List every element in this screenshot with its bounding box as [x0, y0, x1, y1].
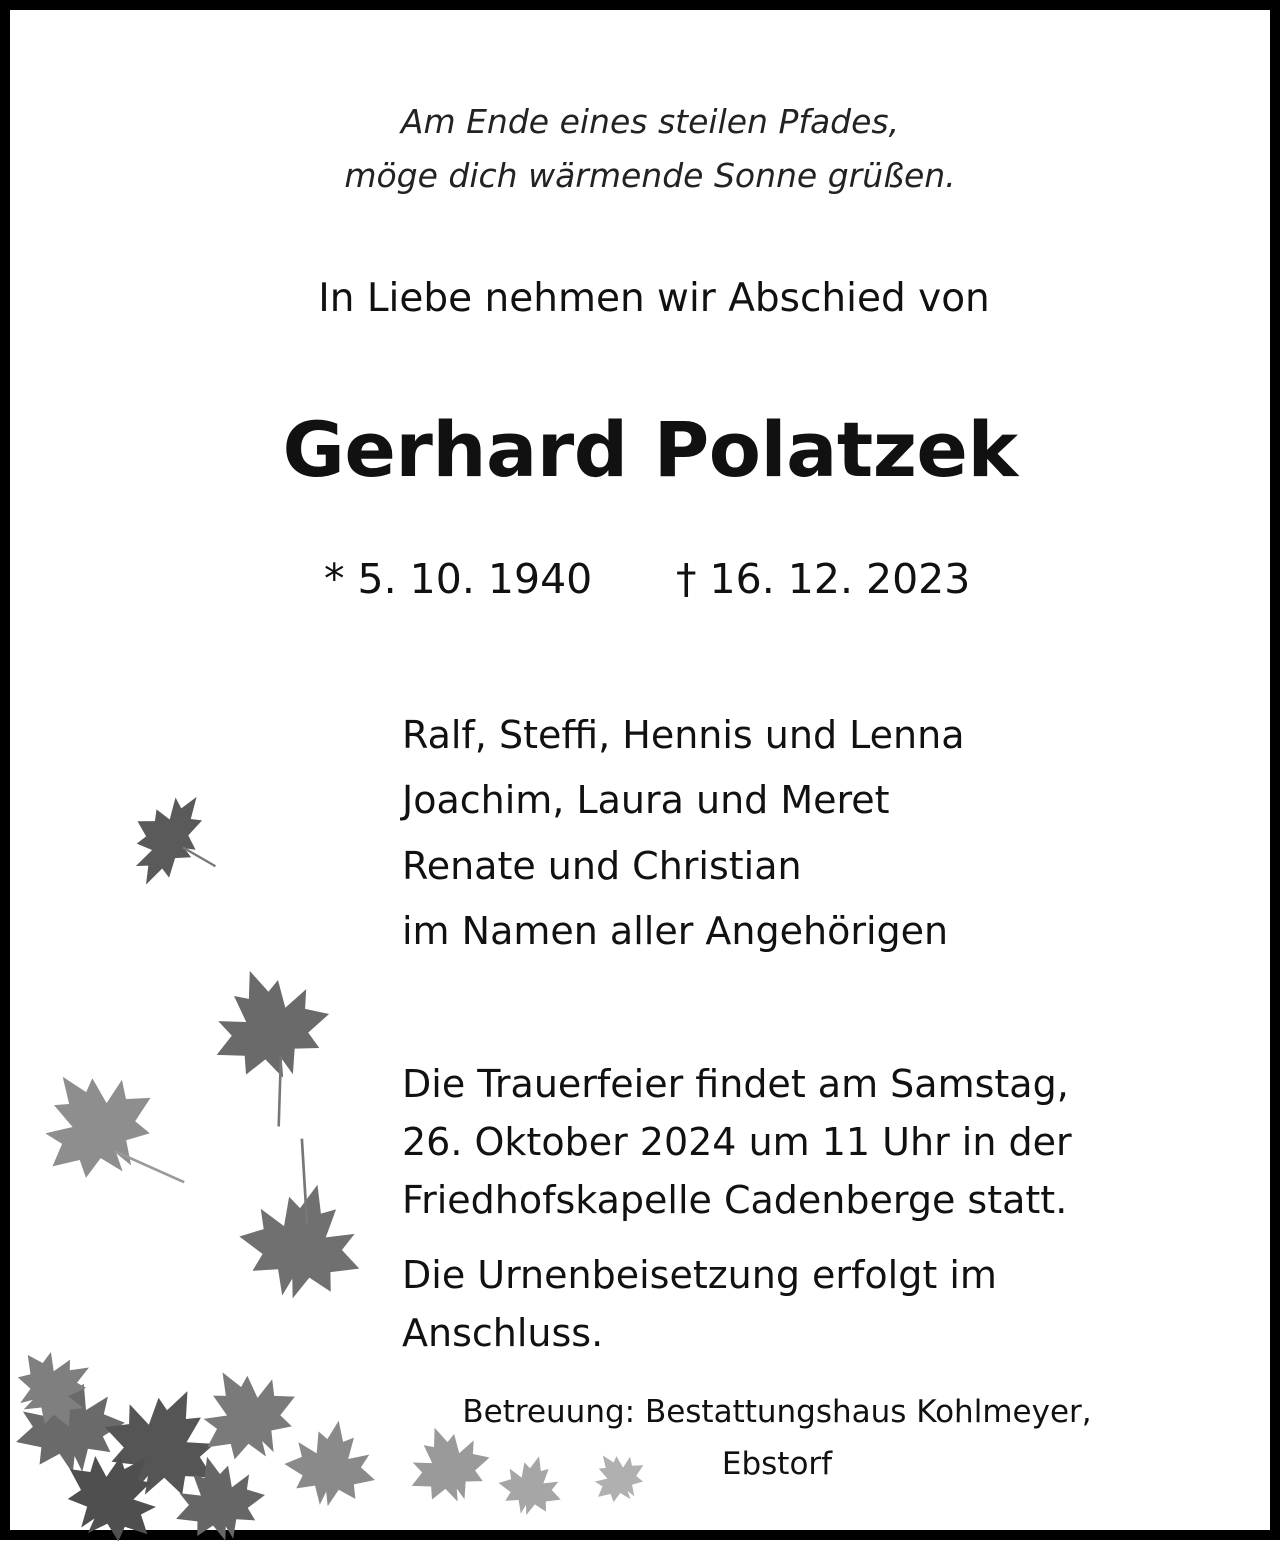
family-line: im Namen aller Angehörigen — [402, 909, 949, 953]
burial-line: Anschluss. — [402, 1311, 604, 1355]
birth-date: * 5. 10. 1940 — [324, 555, 593, 603]
family-line: Renate und Christian — [402, 844, 802, 888]
funeral-home-location: Ebstorf — [721, 1446, 833, 1482]
death-date: † 16. 12. 2023 — [676, 555, 971, 603]
burial-line: Die Urnenbeisetzung erfolgt im — [402, 1253, 997, 1297]
motto-line: Am Ende eines steilen Pfades, — [400, 102, 900, 141]
leaf-pile — [10, 1332, 655, 1550]
intro-line: In Liebe nehmen wir Abschied von — [318, 276, 990, 321]
maple-leaf-icon — [14, 1042, 201, 1238]
ceremony-line: Friedhofskapelle Cadenberge statt. — [402, 1178, 1068, 1222]
ceremony-line: 26. Oktober 2024 um 11 Uhr in der — [402, 1120, 1072, 1164]
maple-leaf-icon — [194, 950, 360, 1137]
family-line: Ralf, Steffi, Hennis und Lenna — [402, 713, 965, 757]
motto-line: möge dich wärmende Sonne grüßen. — [344, 156, 956, 195]
maple-leaf-icon — [227, 1130, 387, 1313]
maple-leaf-icon — [112, 777, 241, 910]
deceased-name: Gerhard Polatzek — [282, 405, 1018, 494]
funeral-home-line: Betreuung: Bestattungshaus Kohlmeyer, — [462, 1394, 1092, 1430]
ceremony-line: Die Trauerfeier findet am Samstag, — [402, 1062, 1069, 1106]
family-line: Joachim, Laura und Meret — [402, 778, 890, 822]
